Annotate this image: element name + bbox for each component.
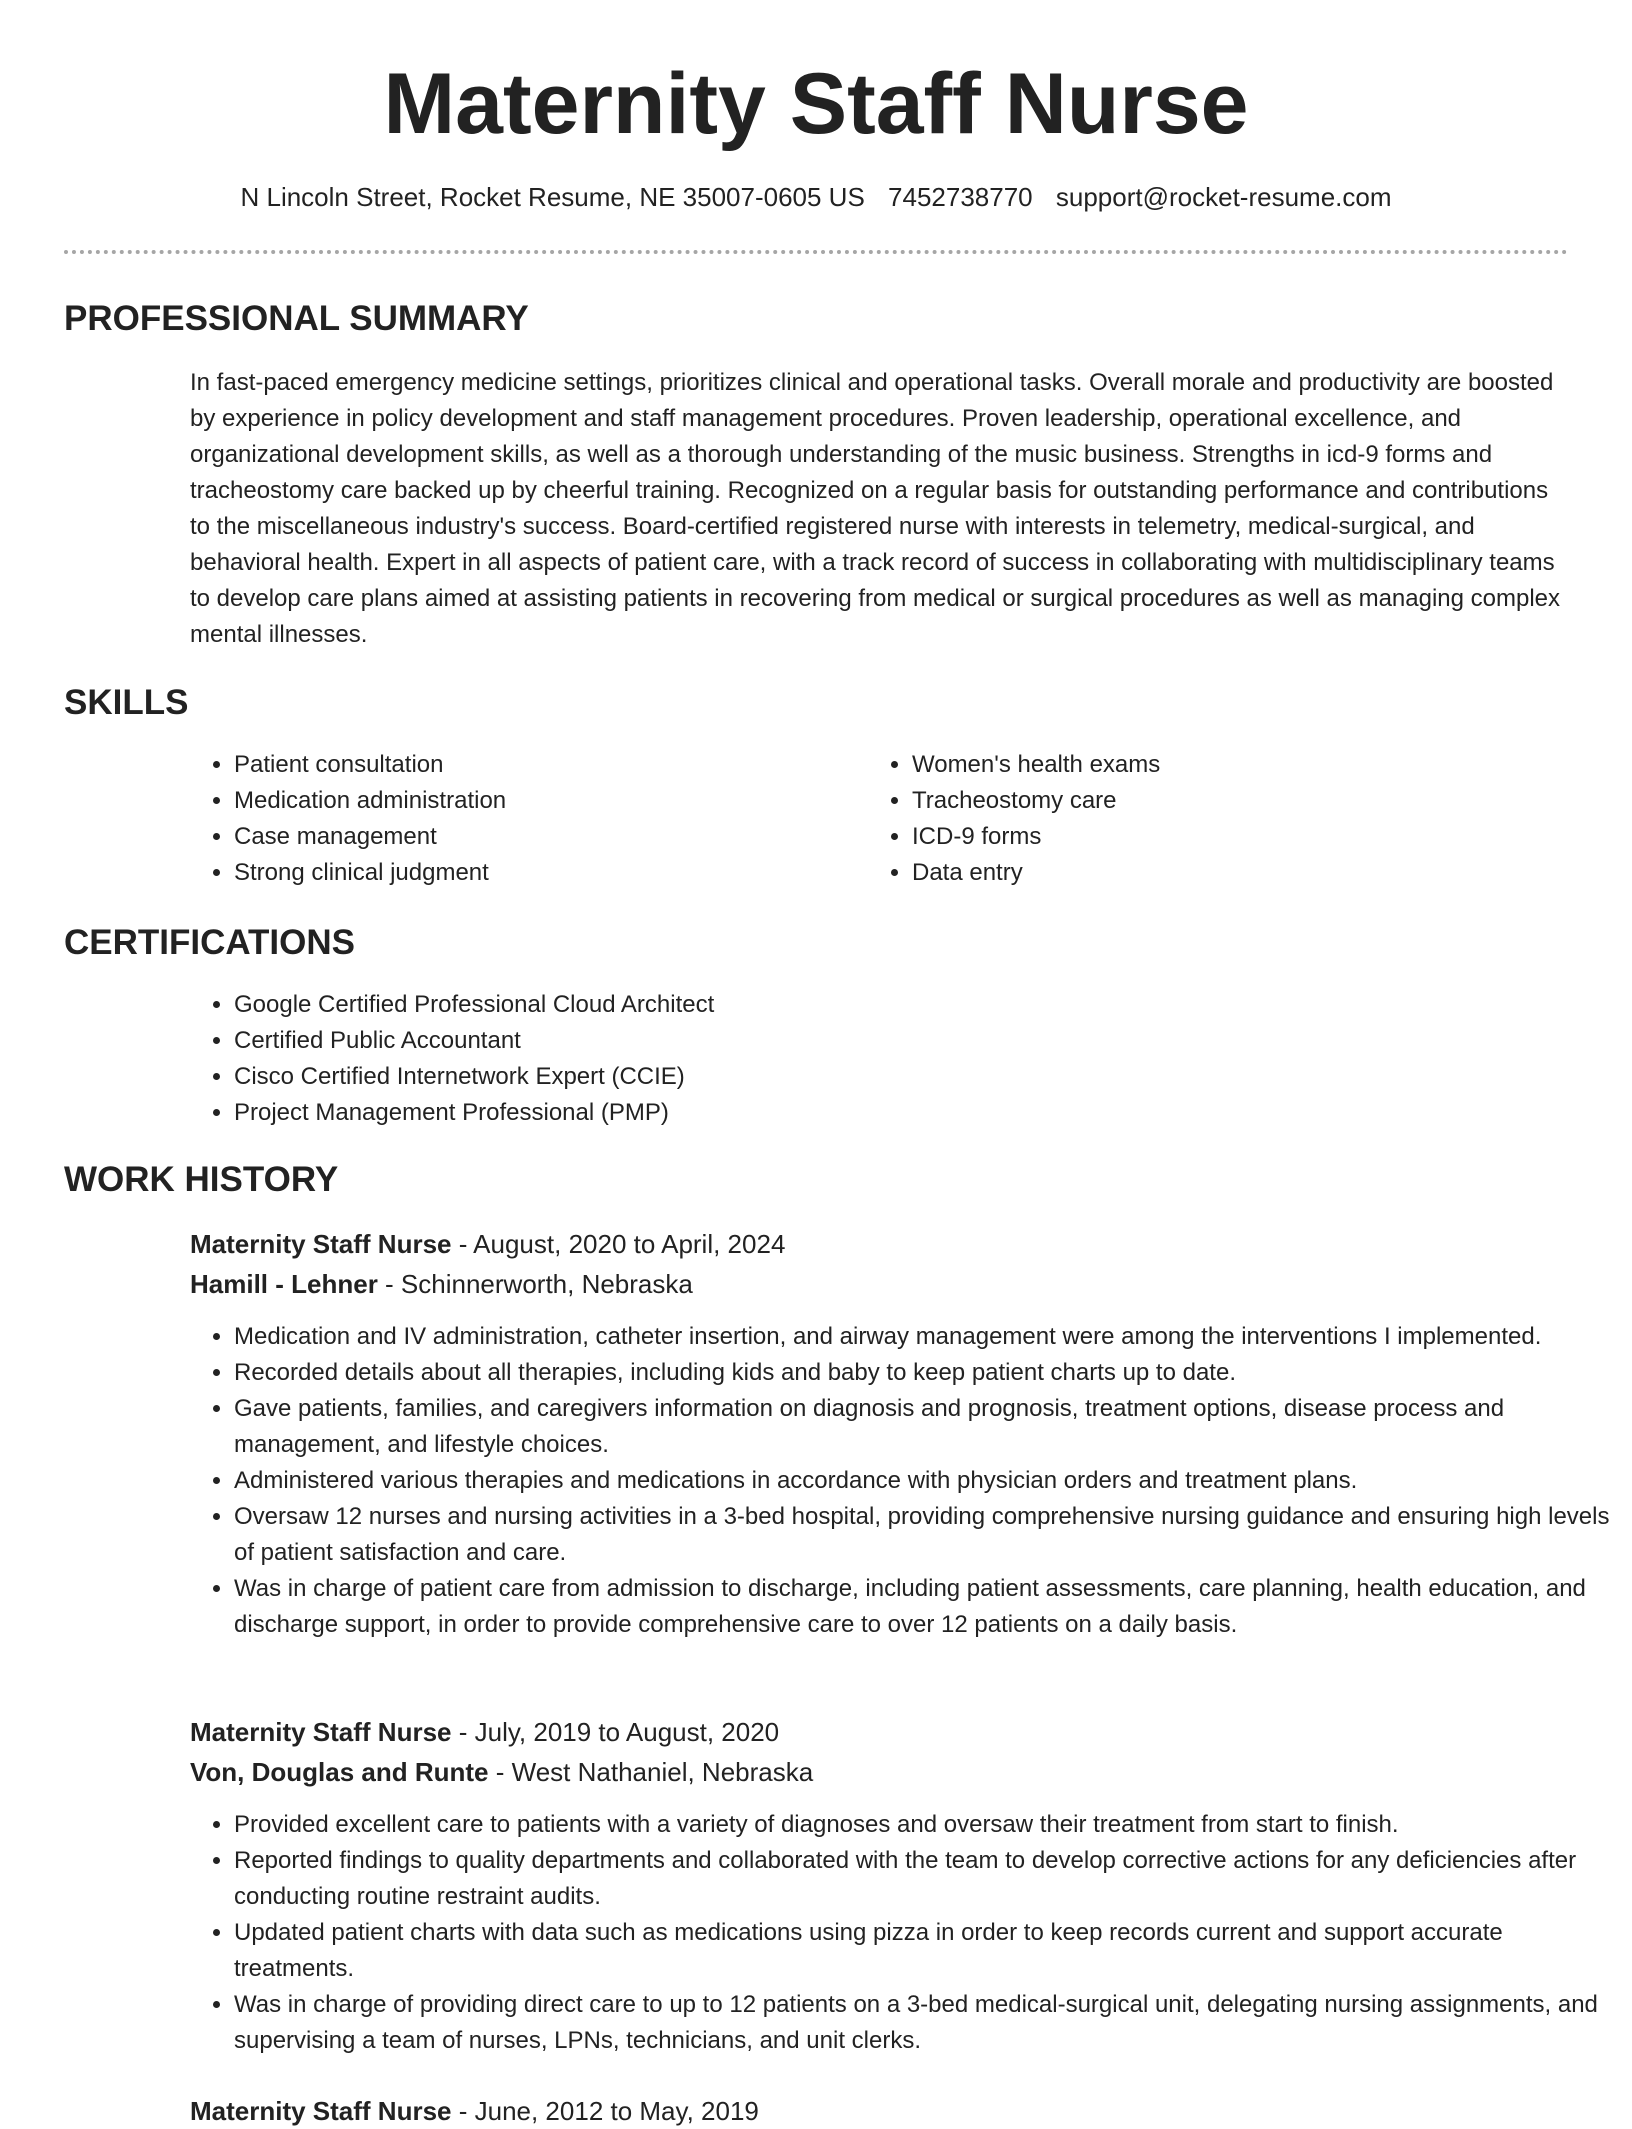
job-bullet: • Updated patient charts with data such as medications using pizza in order to keep records current and support accurate treatments. <box>234 1915 1610 1987</box>
skill-item: • Tracheostomy care <box>912 783 1532 819</box>
job-role: Maternity Staff Nurse <box>190 1717 452 1747</box>
skill-item: • Data entry <box>912 855 1532 891</box>
job-role: Maternity Staff Nurse <box>190 1229 452 1259</box>
job-dates: - June, 2012 to May, 2019 <box>451 2096 759 2126</box>
skill-item: • Women's health exams <box>912 747 1532 783</box>
header-divider <box>64 250 1568 254</box>
certification-item: • Project Management Professional (PMP) <box>234 1095 1234 1131</box>
job-bullet: • Was in charge of patient care from admission to discharge, including patient assessments, care planning, health education, and discharge support, in order to provide comprehensive care to over 12 patients on a daily basis. <box>234 1571 1610 1643</box>
job-bullet: • Medication and IV administration, catheter insertion, and airway management were among the interventions I implemented. <box>234 1319 1610 1355</box>
candidate-name: Maternity Staff Nurse <box>383 56 1249 152</box>
job-company: Hamill - Lehner <box>190 1269 378 1299</box>
job-bullet: • Recorded details about all therapies, including kids and baby to keep patient charts up to date. <box>234 1355 1610 1391</box>
summary-heading: PROFESSIONAL SUMMARY <box>64 299 529 338</box>
job-bullet: • Administered various therapies and medications in accordance with physician orders and treatment plans. <box>234 1463 1610 1499</box>
job-bullet-list <box>190 1319 1610 1643</box>
job-bullet-list <box>190 1807 1610 2059</box>
job-bullet: • Was in charge of providing direct care to up to 12 patients on a 3-bed medical-surgical unit, delegating nursing assignments, and supervising a team of nurses, LPNs, technicians, and unit clerks. <box>234 1987 1610 2059</box>
skills-list-right <box>868 747 1532 891</box>
job-role: Maternity Staff Nurse <box>190 2096 452 2126</box>
certifications-list <box>190 987 1234 1131</box>
contact-address: N Lincoln Street, Rocket Resume, NE 35007-0605 US <box>240 182 865 212</box>
skills-list-left <box>190 747 854 891</box>
job-title-line <box>190 2093 759 2129</box>
skill-item: • Patient consultation <box>234 747 854 783</box>
skill-item: • ICD-9 forms <box>912 819 1532 855</box>
skill-item: • Strong clinical judgment <box>234 855 854 891</box>
work-history-heading: WORK HISTORY <box>64 1160 339 1199</box>
contact-phone: 7452738770 <box>888 182 1033 212</box>
certification-item: • Certified Public Accountant <box>234 1023 1234 1059</box>
summary-text: In fast-paced emergency medicine settings, prioritizes clinical and operational tasks. Overall morale and productivity are boosted by experience in policy development and staff management procedures. Proven leadership, operational excellence, and organizational development skills, as well as a thorough understanding of the music business. Strengths in icd-9 forms and tracheostomy care backed up by cheerful training. Recognized on a regular basis for outstanding performance and contributions to the miscellaneous industry's success. Board-certified registered nurse with interests in telemetry, medical-surgical, and behavioral health. Expert in all aspects of patient care, with a track record of success in collaborating with multidisciplinary teams to develop care plans aimed at assisting patients in recovering from medical or surgical procedures as well as managing complex mental illnesses. <box>190 369 1561 648</box>
skill-item: • Case management <box>234 819 854 855</box>
contact-email: support@rocket-resume.com <box>1055 182 1392 212</box>
certification-item: • Google Certified Professional Cloud Architect <box>234 987 1234 1023</box>
skill-item: • Medication administration <box>234 783 854 819</box>
job-title-line <box>190 1226 785 1262</box>
job-dates: - July, 2019 to August, 2020 <box>451 1717 780 1747</box>
job-company: Von, Douglas and Runte <box>190 1757 489 1787</box>
job-company-line <box>190 1754 813 1790</box>
certification-item: • Cisco Certified Internetwork Expert (CCIE) <box>234 1059 1234 1095</box>
job-title-line <box>190 1714 779 1750</box>
certifications-heading: CERTIFICATIONS <box>64 923 356 962</box>
job-location: - Schinnerworth, Nebraska <box>377 1269 693 1299</box>
job-bullet: • Provided excellent care to patients with a variety of diagnoses and oversaw their treatment from start to finish. <box>234 1807 1610 1843</box>
job-bullet: • Oversaw 12 nurses and nursing activities in a 3-bed hospital, providing comprehensive nursing guidance and ensuring high levels of patient satisfaction and care. <box>234 1499 1610 1571</box>
job-dates: - August, 2020 to April, 2024 <box>451 1229 786 1259</box>
contact-line <box>0 180 1632 214</box>
job-company-line <box>190 1266 693 1302</box>
job-bullet: • Reported findings to quality departments and collaborated with the team to develop corrective actions for any deficiencies after conducting routine restraint audits. <box>234 1843 1610 1915</box>
job-bullet: • Gave patients, families, and caregivers information on diagnosis and prognosis, treatment options, disease process and management, and lifestyle choices. <box>234 1391 1610 1463</box>
job-location: - West Nathaniel, Nebraska <box>488 1757 814 1787</box>
skills-heading: SKILLS <box>64 683 189 722</box>
